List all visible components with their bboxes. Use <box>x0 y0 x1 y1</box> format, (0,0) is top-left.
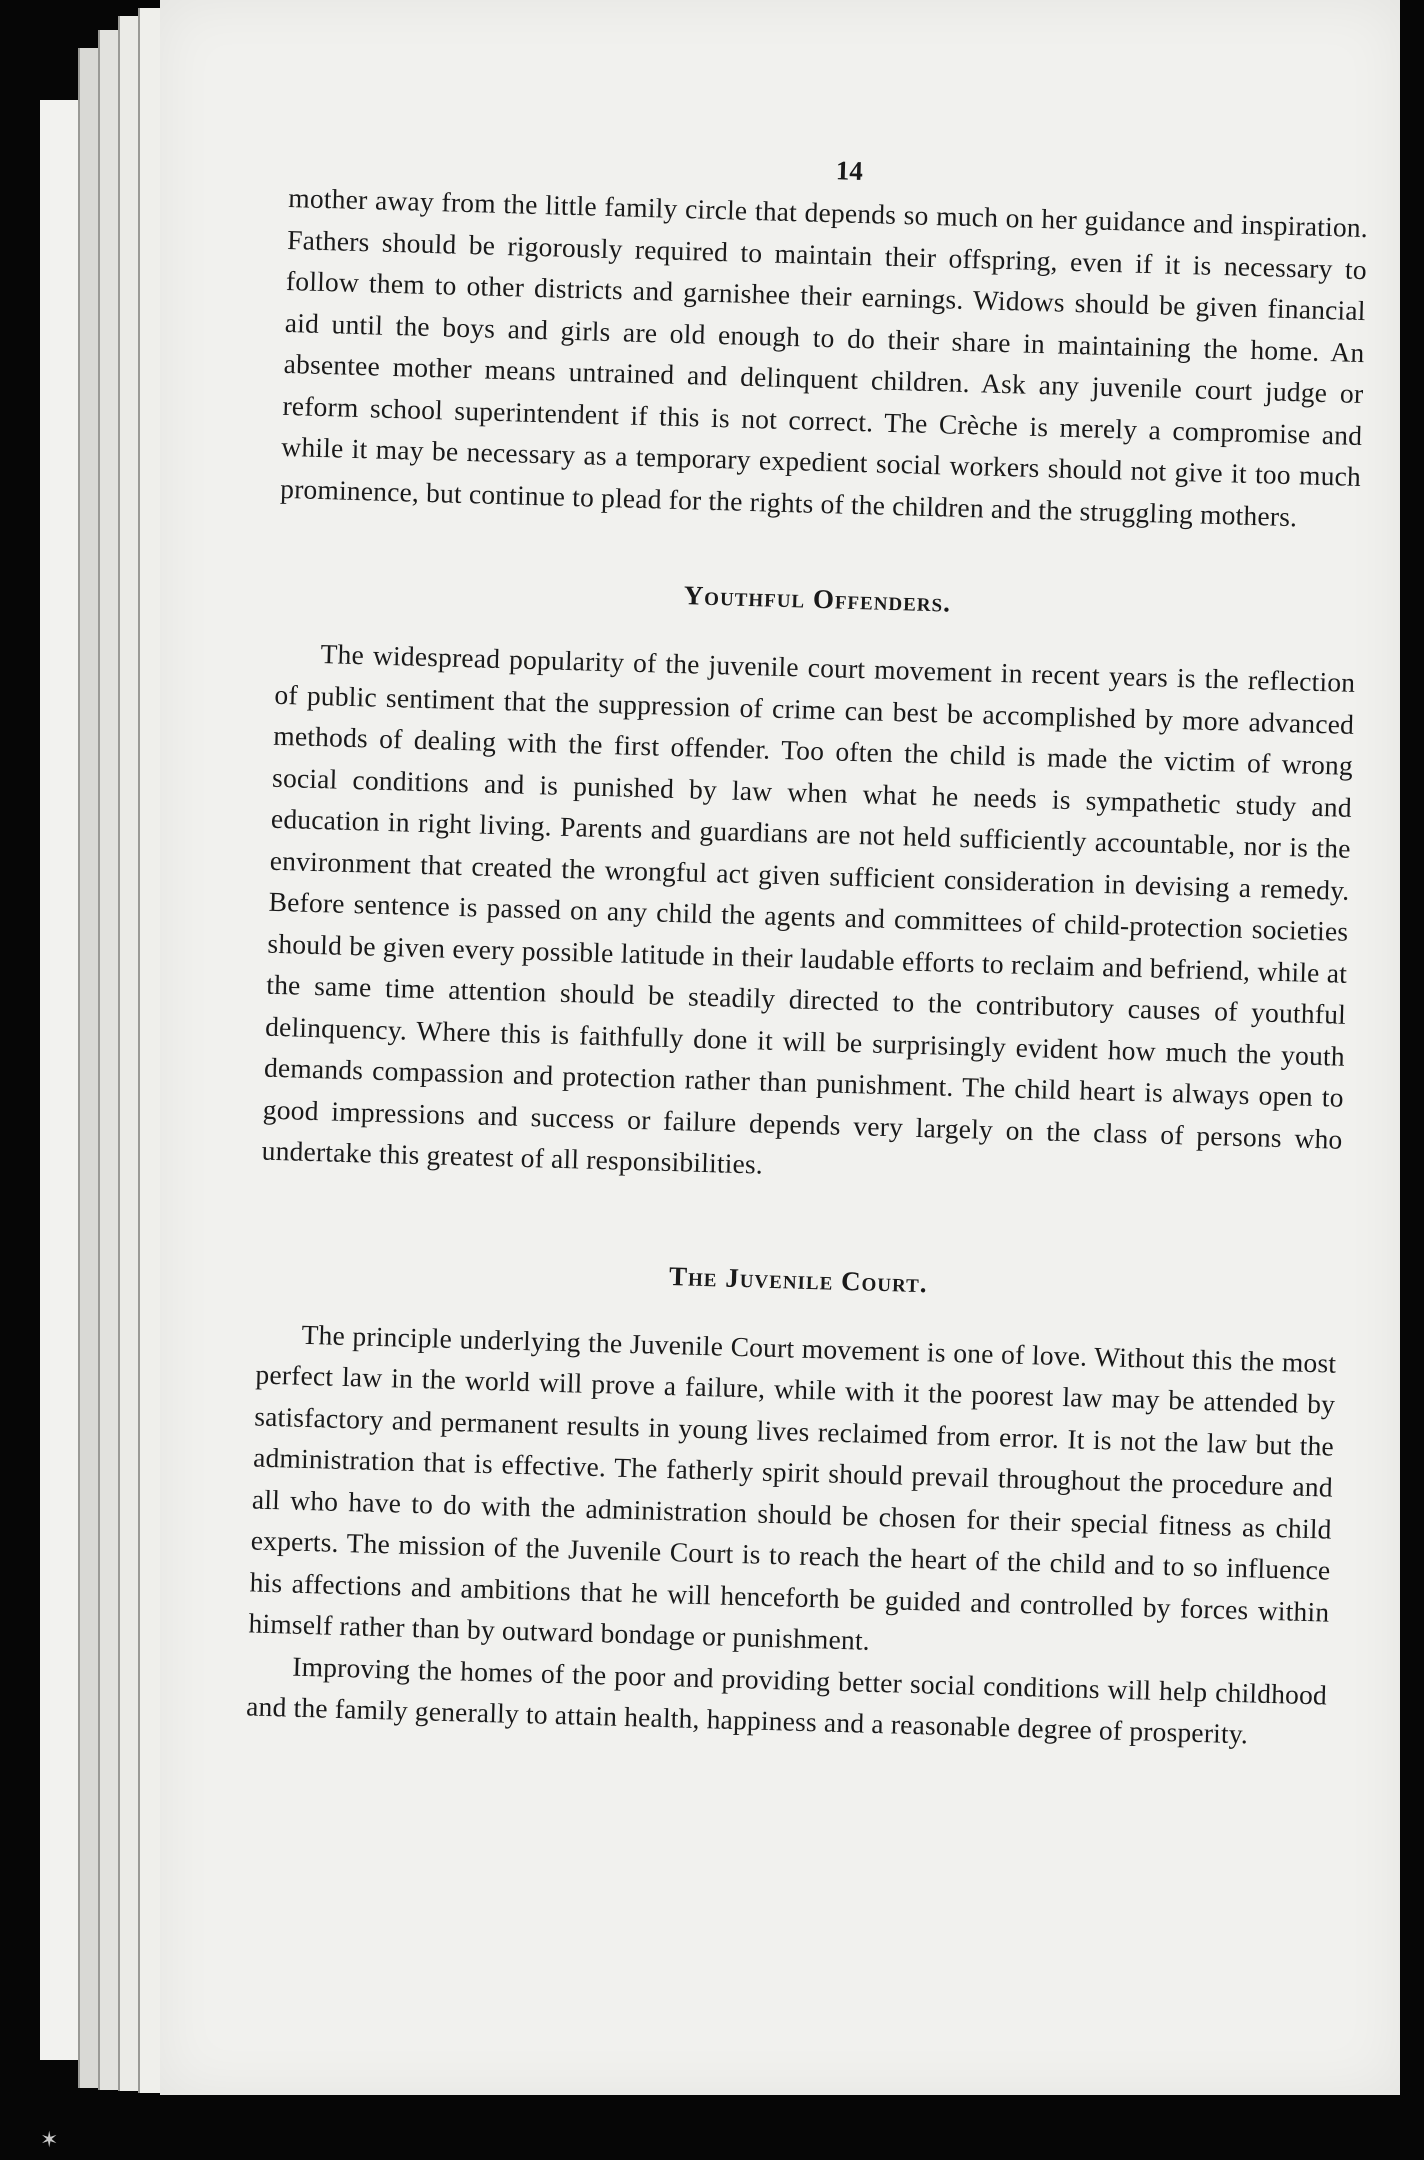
section-heading-juvenile-court: The Juvenile Court. <box>668 1260 929 1298</box>
page-content <box>246 140 1370 1757</box>
juvenile-court-paragraph: The principle underlying the Juvenile Court movement is one of love. Without this the most perfect law in the world will prove a failure, while with it the poorest law may be attended by satisfactory and permanent results in young lives reclaimed from error. It is not the law but the administration that is effective. The fatherly spirit should prevail throughout the procedure and all who have to do with the administration should be chosen for their special fitness as child experts. The mission of the Juvenile Court is to reach the heart of the child and to so influence his affections and ambitions that he will henceforth be guided and controlled by forces within himself rather than by outward bondage or punishment. <box>248 1318 1337 1656</box>
book-page <box>160 0 1400 2095</box>
juvenile-court-closing-paragraph: Improving the homes of the poor and providing better social conditions will help childhood and the family generally to attain health, happiness and a reasonable degree of prosperity. <box>245 1650 1328 1750</box>
scan-speck: ✶ <box>40 2128 59 2153</box>
intro-paragraph: mother away from the little family circle that depends so much on her guidance and inspiration. Fathers should be rigorously required to maintain their offspring, even if it is necessary to follow them to other districts and garnishee their earnings. Widows should be given financial aid until the boys and girls are old enough to do their share in maintaining the home. An absentee mother means untrained and delinquent children. Ask any juvenile court judge or reform school superintendent if this is not correct. The Crèche is merely a compromise and while it may be necessary as a temporary expedient social workers should not give it too much prominence, but continue to plead for the rights of the children and the struggling mothers. <box>279 181 1369 532</box>
youthful-offenders-paragraph: The widespread popularity of the juvenile court movement in recent years is the reflection of public sentiment that the suppression of crime can best be accomplished by more advanced methods of dealing with the first offender. Too often the child is made the victim of wrong social conditions and is punished by law when what he needs is sympathetic study and education in right living. Parents and guardians are not held sufficiently accountable, nor is the environment that created the wrongful act given sufficient consideration in devising a remedy. Before sentence is passed on any child the agents and committees of child-protection societies should be given every possible latitude in their laudable efforts to reclaim and befriend, while at the same time attention should be steadily directed to the contributory causes of youthful delinquency. Where this is faithfully done it will be surprisingly evident how much the youth demands compassion and protection rather than punishment. The child heart is always open to good impressions and success or failure depends very largely on the class of persons who undertake this greatest of all responsibilities. <box>261 638 1356 1180</box>
page-number: 14 <box>835 155 864 187</box>
section-heading-youthful-offenders: Youthful Offenders. <box>683 580 952 618</box>
